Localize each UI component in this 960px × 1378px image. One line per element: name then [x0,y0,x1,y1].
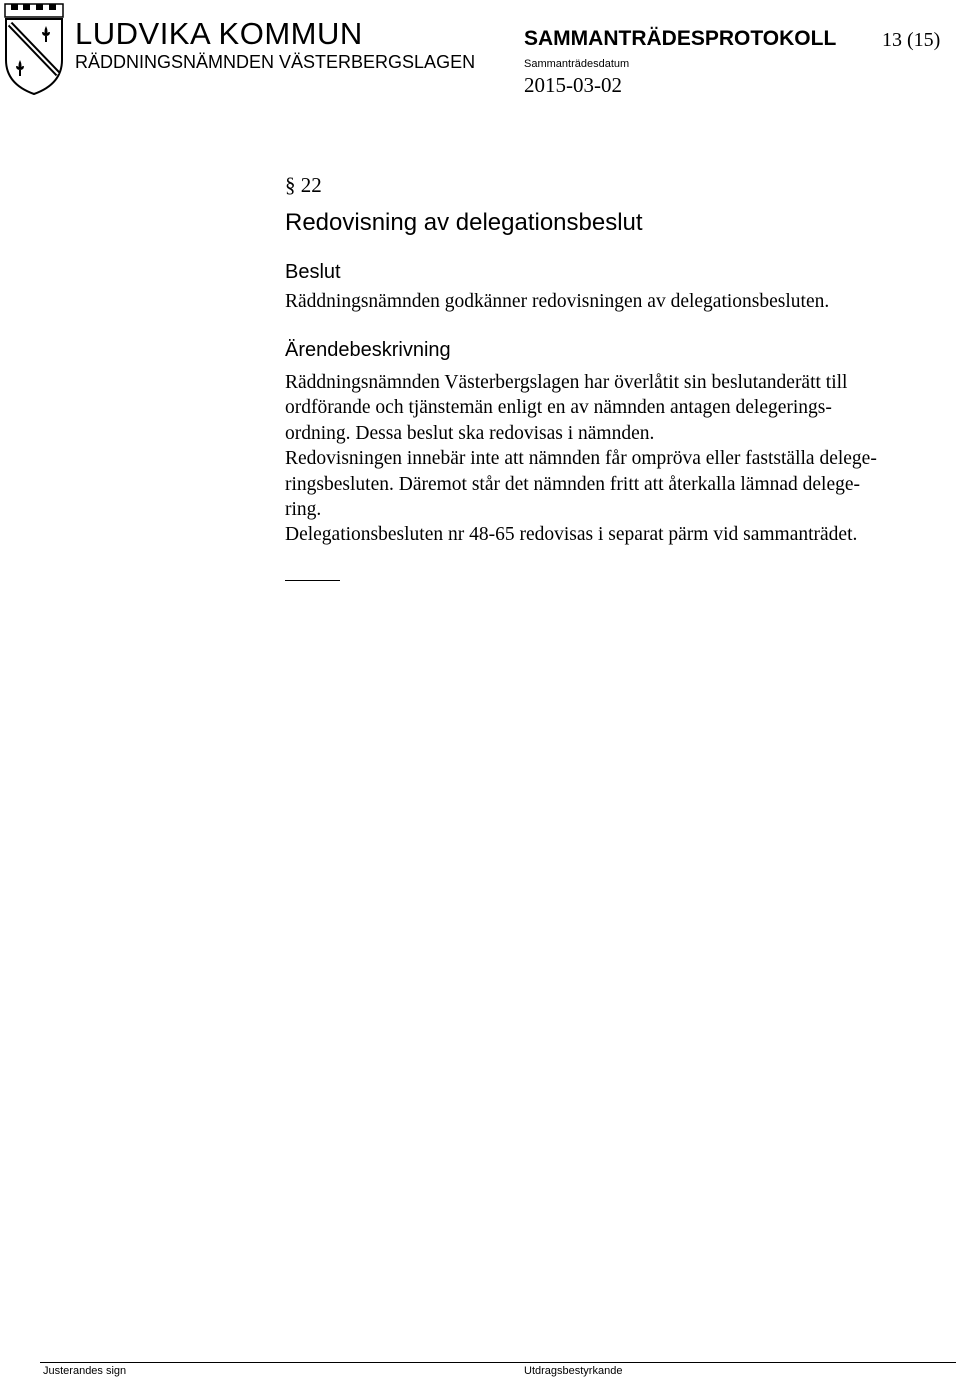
meeting-date: 2015-03-02 [524,73,622,97]
paragraph-number: § 22 [285,173,322,197]
description-line: ringsbesluten. Däremot står det nämnden fritt att återkalla lämnad delege- [285,473,861,495]
description-body [285,370,877,548]
item-title: Redovisning av delegationsbeslut [285,209,643,236]
description-line: Redovisningen innebär inte att nämnden får ompröva eller fastställa delege- [285,448,877,470]
document-type: SAMMANTRÄDESPROTOKOLL [524,27,837,50]
description-line: ring. [285,498,322,520]
description-line: Räddningsnämnden Västerbergslagen har överlåtit sin beslutanderätt till [285,372,848,393]
description-line: ordförande och tjänstemän enligt en av nämnden antagen delegerings- [285,397,832,419]
section-end-rule [285,580,340,581]
footer-divider [40,1362,956,1363]
description-line: ordning. Dessa beslut ska redovisas i nämnden. [285,422,655,444]
municipality-name: LUDVIKA KOMMUN [75,16,363,51]
board-name: RÄDDNINGSNÄMNDEN VÄSTERBERGSLAGEN [75,52,476,72]
decision-text: Räddningsnämnden godkänner redovisningen av delegationsbesluten. [285,291,830,312]
meeting-date-label: Sammanträdesdatum [524,58,630,70]
footer-certification-label: Utdragsbestyrkande [524,1365,623,1377]
description-heading: Ärendebeskrivning [285,339,451,361]
decision-heading: Beslut [285,261,341,283]
municipal-crest-logo [2,2,66,96]
description-line: Delegationsbesluten nr 48-65 redovisas i separat pärm vid sammanträdet. [285,524,858,546]
page-number: 13 (15) [882,29,941,51]
footer-adjuster-sign-label: Justerandes sign [43,1365,127,1377]
